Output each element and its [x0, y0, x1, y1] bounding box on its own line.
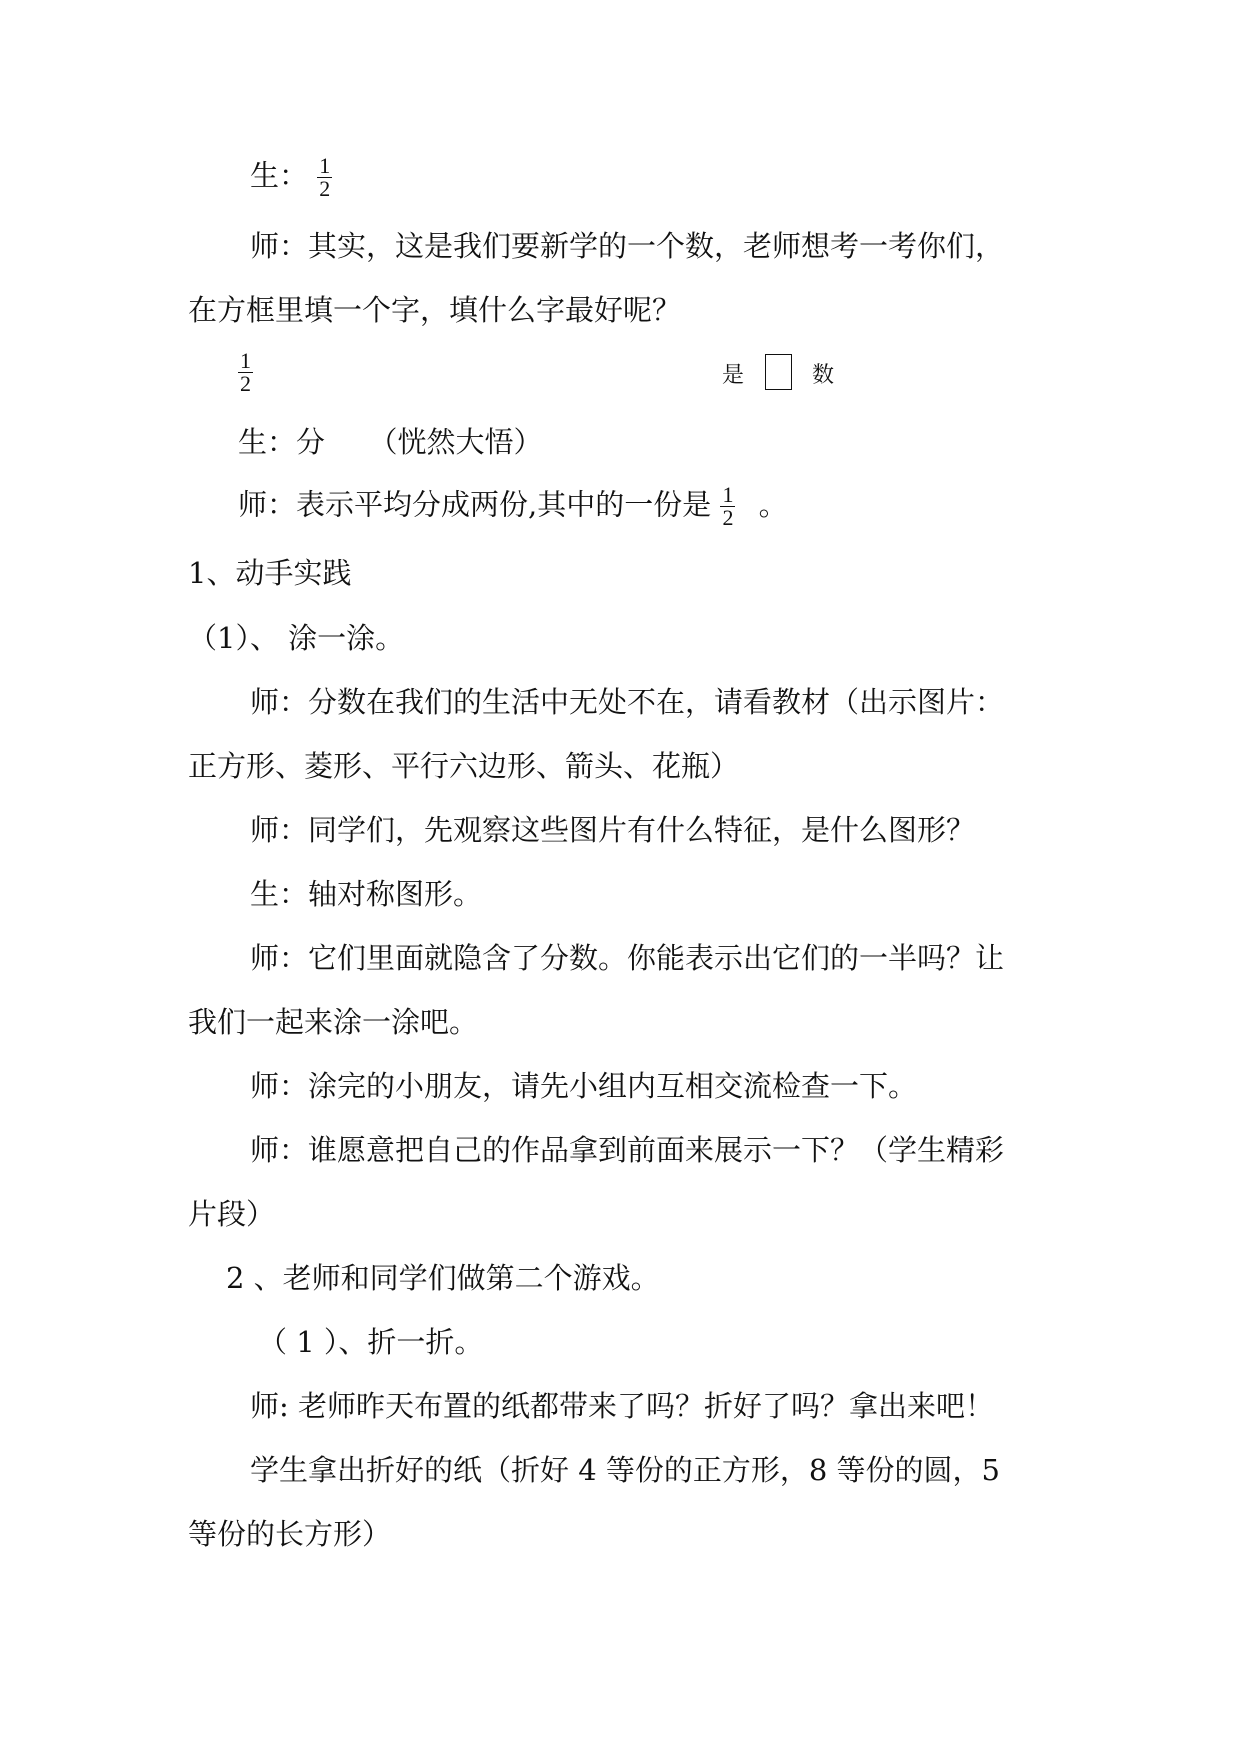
fraction-denominator: 2: [319, 176, 331, 201]
box-row-right: 数: [812, 363, 835, 388]
line-text: 生：: [250, 158, 309, 193]
paragraph-line: 正方形、菱形、平行六边形、箭头、花瓶）: [188, 749, 740, 783]
box-row-left: 是: [722, 363, 745, 388]
fraction: [238, 350, 253, 395]
paragraph-line: 师：它们里面就隐含了分数。你能表示出它们的一半吗？让: [250, 941, 1005, 975]
paragraph-line: 在方框里填一个字，填什么字最好呢？: [188, 293, 682, 327]
line-text: 师：表示平均分成两份,其中的一份是: [238, 487, 712, 522]
paragraph-line: 师: 老师昨天布置的纸都带来了吗？折好了吗？拿出来吧！: [250, 1389, 994, 1423]
fraction-numerator: 1: [240, 348, 251, 373]
paragraph-line: 等份的长方形）: [188, 1517, 392, 1551]
standalone-fraction-line: [238, 350, 253, 395]
paragraph-line: 我们一起来涂一涂吧。: [188, 1005, 479, 1039]
fraction-explanation-line: [238, 484, 788, 529]
fraction-denominator: 2: [722, 505, 734, 530]
paragraph-line: 生：分 （恍然大悟）: [238, 425, 543, 459]
blank-box: [765, 354, 792, 390]
section-heading: 1、动手实践: [188, 556, 352, 590]
subsection-heading: （ 1 ）、折一折。: [258, 1325, 484, 1359]
paragraph-line: 片段）: [188, 1197, 276, 1231]
section-heading: 2 、老师和同学们做第二个游戏。: [226, 1261, 660, 1295]
fraction-numerator: 1: [722, 482, 734, 507]
fraction: [317, 155, 332, 200]
paragraph-line: 学生拿出折好的纸（折好 4 等份的正方形，8 等份的圆，5: [250, 1453, 1001, 1487]
fraction-denominator: 2: [240, 371, 251, 396]
fraction: [720, 484, 735, 529]
fraction-numerator: 1: [319, 153, 331, 178]
paragraph-line: 师：其实，这是我们要新学的一个数，老师想考一考你们，: [250, 229, 1005, 263]
paragraph-line: 生：轴对称图形。: [250, 877, 483, 911]
student-answer-line: [250, 155, 332, 200]
subsection-heading: （1）、 涂一涂。: [188, 621, 405, 655]
paragraph-line: 师：同学们，先观察这些图片有什么特征，是什么图形？: [250, 813, 976, 847]
paragraph-line: 师：分数在我们的生活中无处不在，请看教材（出示图片：: [250, 685, 1005, 719]
paragraph-line: 师：涂完的小朋友，请先小组内互相交流检查一下。: [250, 1069, 918, 1103]
line-text: 。: [758, 487, 788, 522]
paragraph-line: 师：谁愿意把自己的作品拿到前面来展示一下？（学生精彩: [250, 1133, 1005, 1167]
